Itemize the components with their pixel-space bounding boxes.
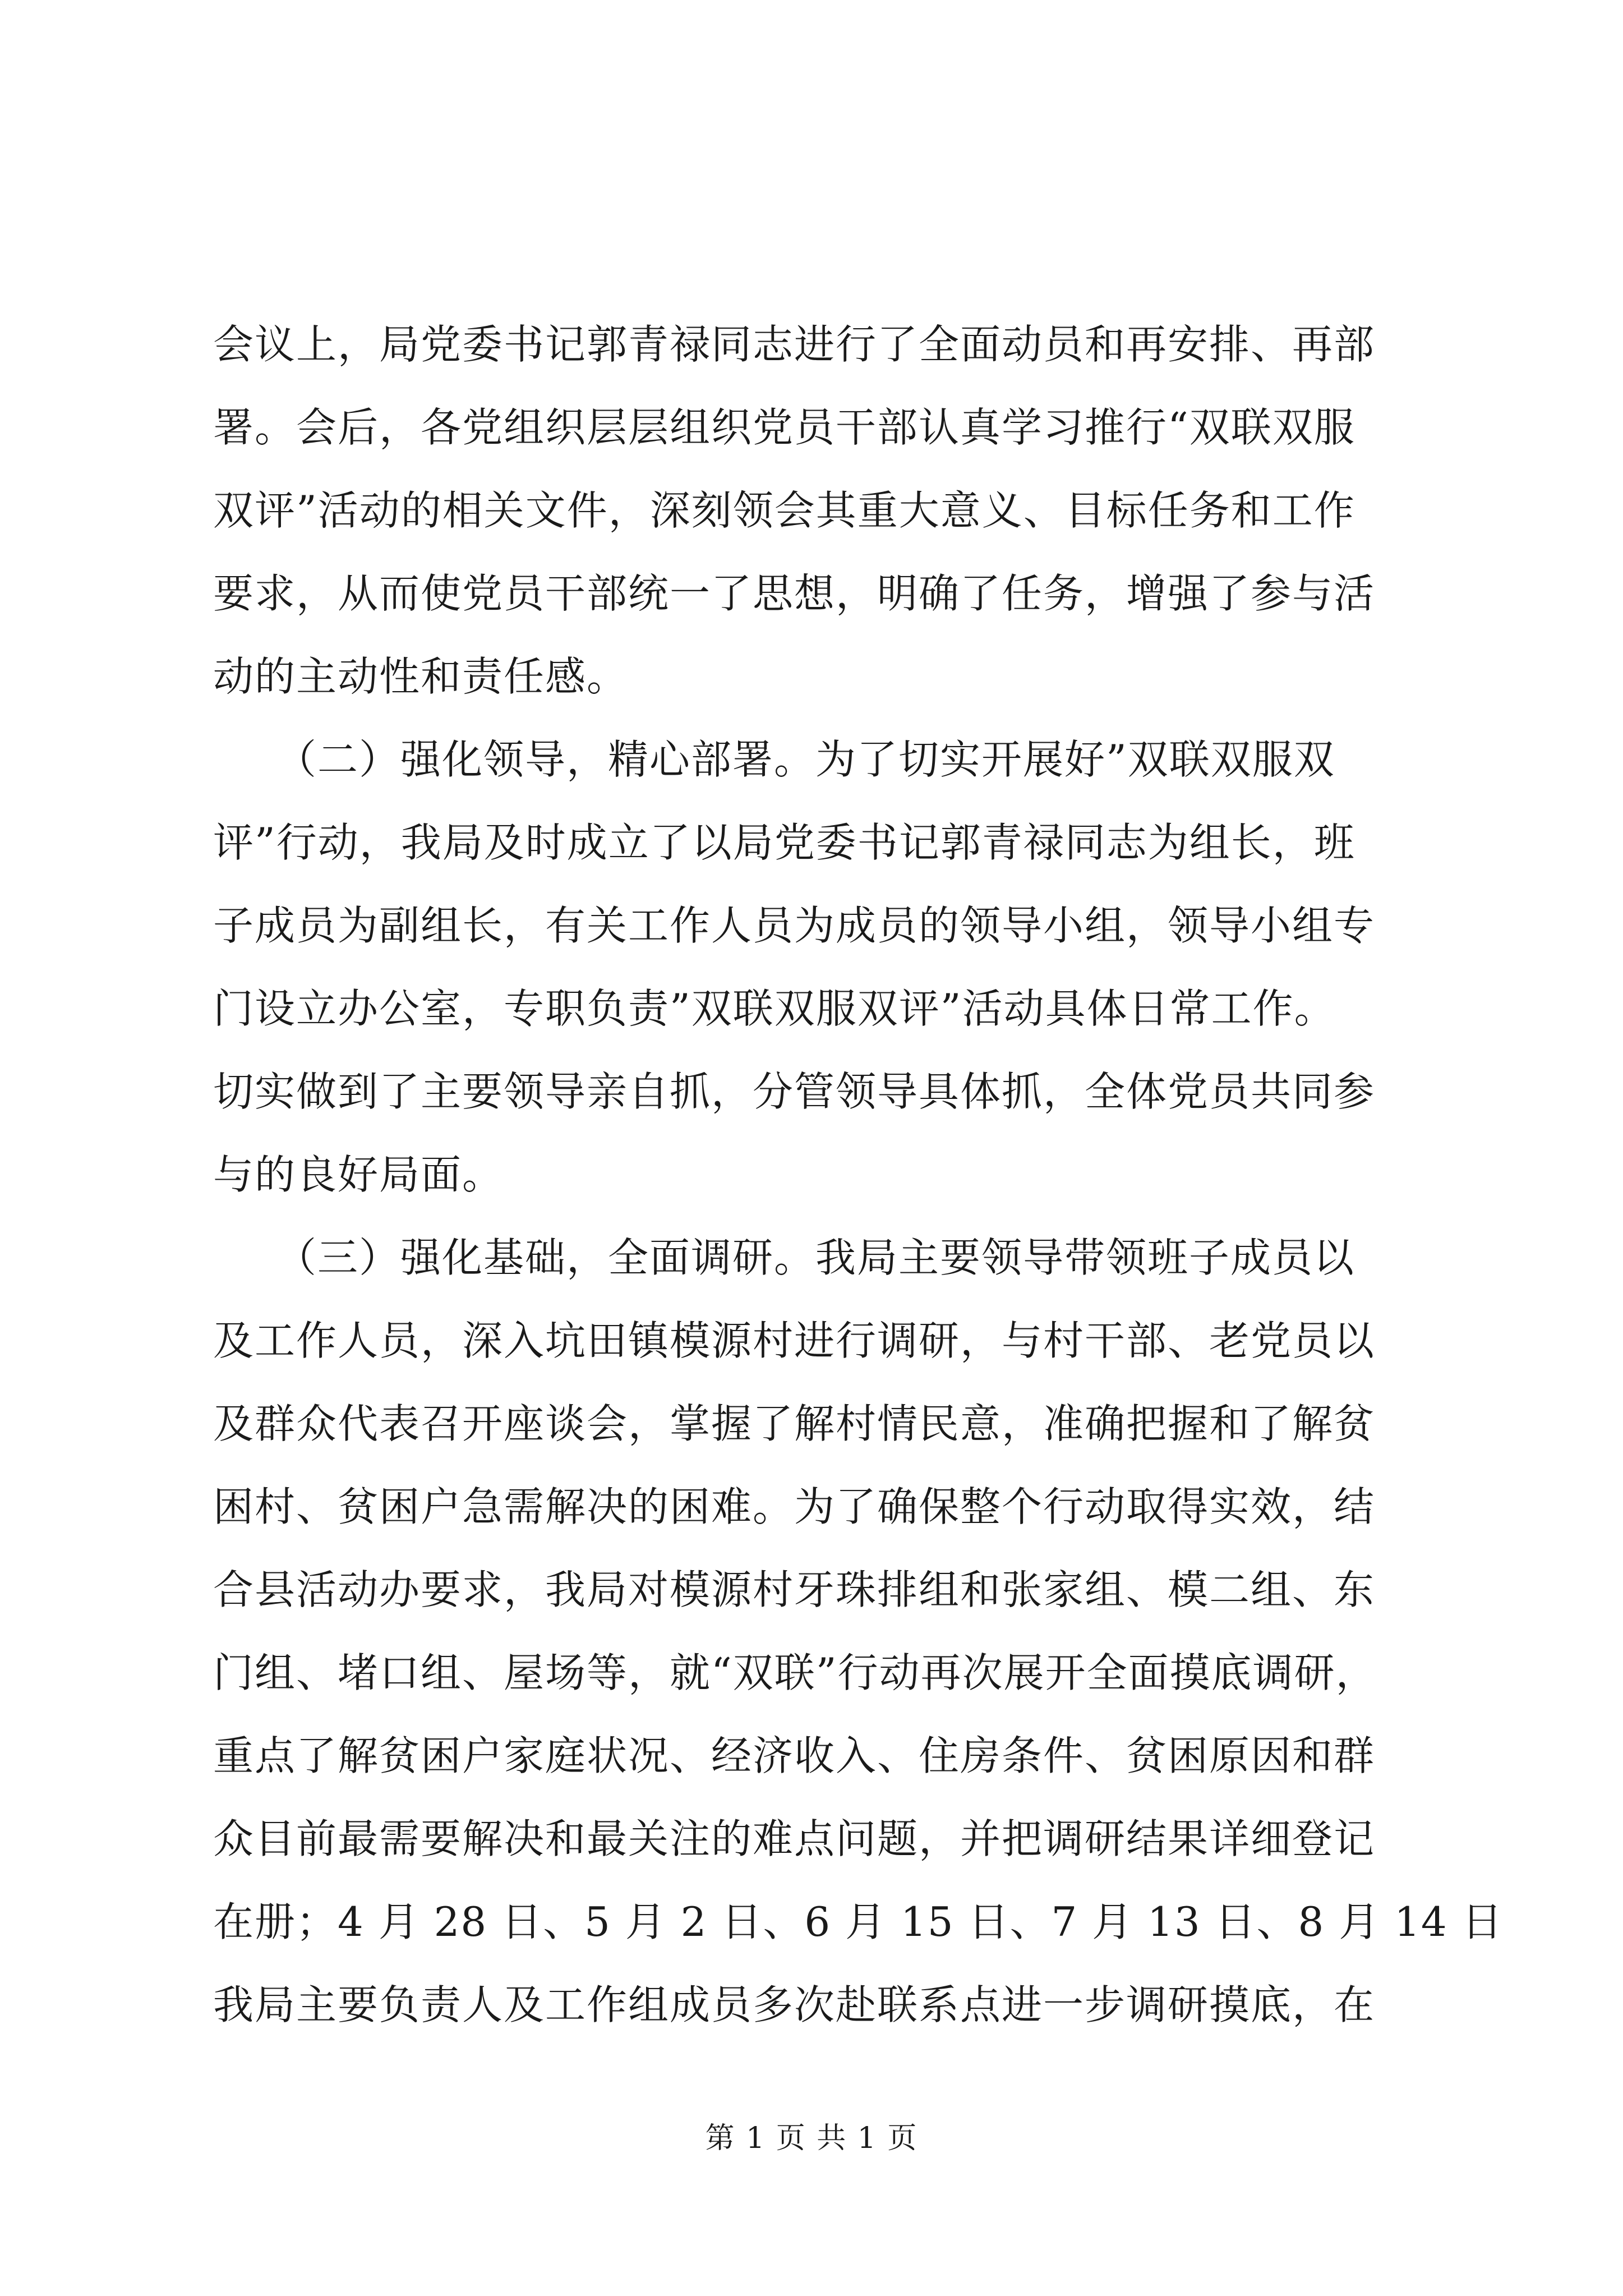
text-line: 与的良好局面。 (213, 1151, 504, 1198)
text-line: 及工作人员，深入坑田镇模源村进行调研，与村干部、老党员以 (213, 1317, 1376, 1364)
text-line: 署。会后，各党组织层层组织党员干部认真学习推行“双联双服 (213, 404, 1355, 451)
text-line: 评”行动，我局及时成立了以局党委书记郭青禄同志为组长，班 (213, 819, 1355, 866)
text-line: 门设立办公室，专职负责”双联双服双评”活动具体日常工作。 (213, 985, 1336, 1032)
text-line: 切实做到了主要领导亲自抓，分管领导具体抓，全体党员共同参 (213, 1068, 1376, 1115)
text-line: 在册；4 月 28 日、5 月 2 日、6 月 15 日、7 月 13 日、8 月 14 日 (213, 1898, 1504, 1945)
text-line: 会议上，局党委书记郭青禄同志进行了全面动员和再安排、再部 (213, 321, 1376, 368)
text-line: 双评”活动的相关文件，深刻领会其重大意义、目标任务和工作 (213, 487, 1355, 534)
text-line: 合县活动办要求，我局对模源村牙珠排组和张家组、模二组、东 (213, 1566, 1376, 1613)
text-line: 要求，从而使党员干部统一了思想，明确了任务，增强了参与活 (213, 570, 1376, 617)
text-line: 困村、贫困户急需解决的困难。为了确保整个行动取得实效，结 (213, 1483, 1376, 1530)
text-line: （三）强化基础，全面调研。我局主要领导带领班子成员以 (213, 1234, 1355, 1281)
text-line: 重点了解贫困户家庭状况、经济收入、住房条件、贫困原因和群 (213, 1732, 1376, 1779)
text-line: （二）强化领导，精心部署。为了切实开展好”双联双服双 (213, 736, 1335, 783)
text-line: 众目前最需要解决和最关注的难点问题，并把调研结果详细登记 (213, 1815, 1376, 1862)
page-footer (0, 2116, 1623, 2161)
body-text (213, 303, 1504, 2046)
text-line: 我局主要负责人及工作组成员多次赴联系点进一步调研摸底，在 (213, 1981, 1376, 2028)
page-number: 第 1 页 共 1 页 (705, 2122, 918, 2155)
text-line: 及群众代表召开座谈会，掌握了解村情民意，准确把握和了解贫 (213, 1400, 1376, 1447)
text-line: 动的主动性和责任感。 (213, 653, 629, 700)
text-line: 子成员为副组长，有关工作人员为成员的领导小组，领导小组专 (213, 902, 1376, 949)
text-line: 门组、堵口组、屋场等，就“双联”行动再次展开全面摸底调研， (213, 1649, 1377, 1696)
